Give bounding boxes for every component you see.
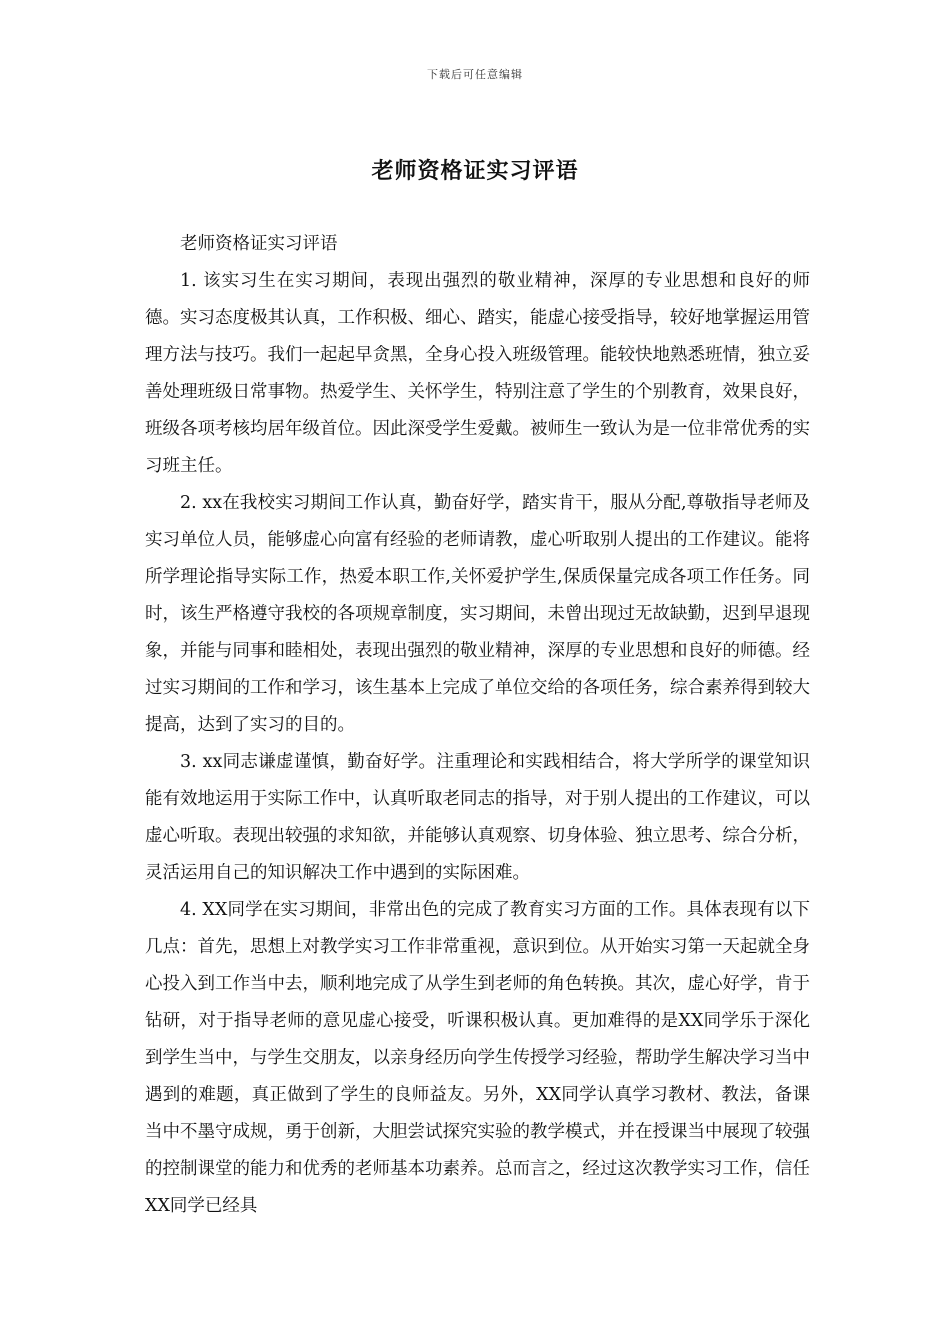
comment-paragraph-2: 2. xx在我校实习期间工作认真，勤奋好学，踏实肯干，服从分配,尊敬指导老师及实习单位人员，能够虚心向富有经验的老师请教，虚心听取别人提出的工作建议。能将所学理论指导实际工作，热爱本职工作,关怀爱护学生,保质保量完成各项工作任务。同时，该生严格遵守我校的各项规章制度，实习期间，未曾出现过无故缺勤，迟到早退现象，并能与同事和睦相处，表现出强烈的敬业精神，深厚的专业思想和良好的师德。经过实习期间的工作和学习，该生基本上完成了单位交给的各项任务，综合素养得到较大提高，达到了实习的目的。 (145, 493, 810, 735)
comment-paragraph-3: 3. xx同志谦虚谨慎，勤奋好学。注重理论和实践相结合，将大学所学的课堂知识能有效地运用于实际工作中，认真听取老同志的指导，对于别人提出的工作建议，可以虚心听取。表现出较强的求知欲，并能够认真观察、切身体验、独立思考、综合分析，灵活运用自己的知识解决工作中遇到的实际困难。 (145, 752, 810, 883)
comment-paragraph-1: 1. 该实习生在实习期间，表现出强烈的敬业精神，深厚的专业思想和良好的师德。实习态度极其认真，工作积极、细心、踏实，能虚心接受指导，较好地掌握运用管理方法与技巧。我们一起起早贪黑，全身心投入班级管理。能较快地熟悉班情，独立妥善处理班级日常事物。热爱学生、关怀学生，特别注意了学生的个别教育，效果良好，班级各项考核均居年级首位。因此深受学生爱戴。被师生一致认为是一位非常优秀的实习班主任。 (145, 271, 810, 476)
document-body (145, 226, 810, 1225)
document-title: 老师资格证实习评语 (371, 158, 579, 184)
header-note: 下载后可任意编辑 (427, 68, 523, 81)
body-subtitle: 老师资格证实习评语 (180, 234, 338, 254)
comment-paragraph-4: 4. XX同学在实习期间，非常出色的完成了教育实习方面的工作。具体表现有以下几点：首先，思想上对教学实习工作非常重视，意识到位。从开始实习第一天起就全身心投入到工作当中去，顺利地完成了从学生到老师的角色转换。其次，虚心好学，肯于钻研，对于指导老师的意见虚心接受，听课积极认真。更加难得的是XX同学乐于深化到学生当中，与学生交朋友，以亲身经历向学生传授学习经验，帮助学生解决学习当中遇到的难题，真正做到了学生的良师益友。另外，XX同学认真学习教材、教法，备课当中不墨守成规，勇于创新，大胆尝试探究实验的教学模式，并在授课当中展现了较强的控制课堂的能力和优秀的老师基本功素养。总而言之，经过这次教学实习工作，信任XX同学已经具 (145, 900, 810, 1216)
